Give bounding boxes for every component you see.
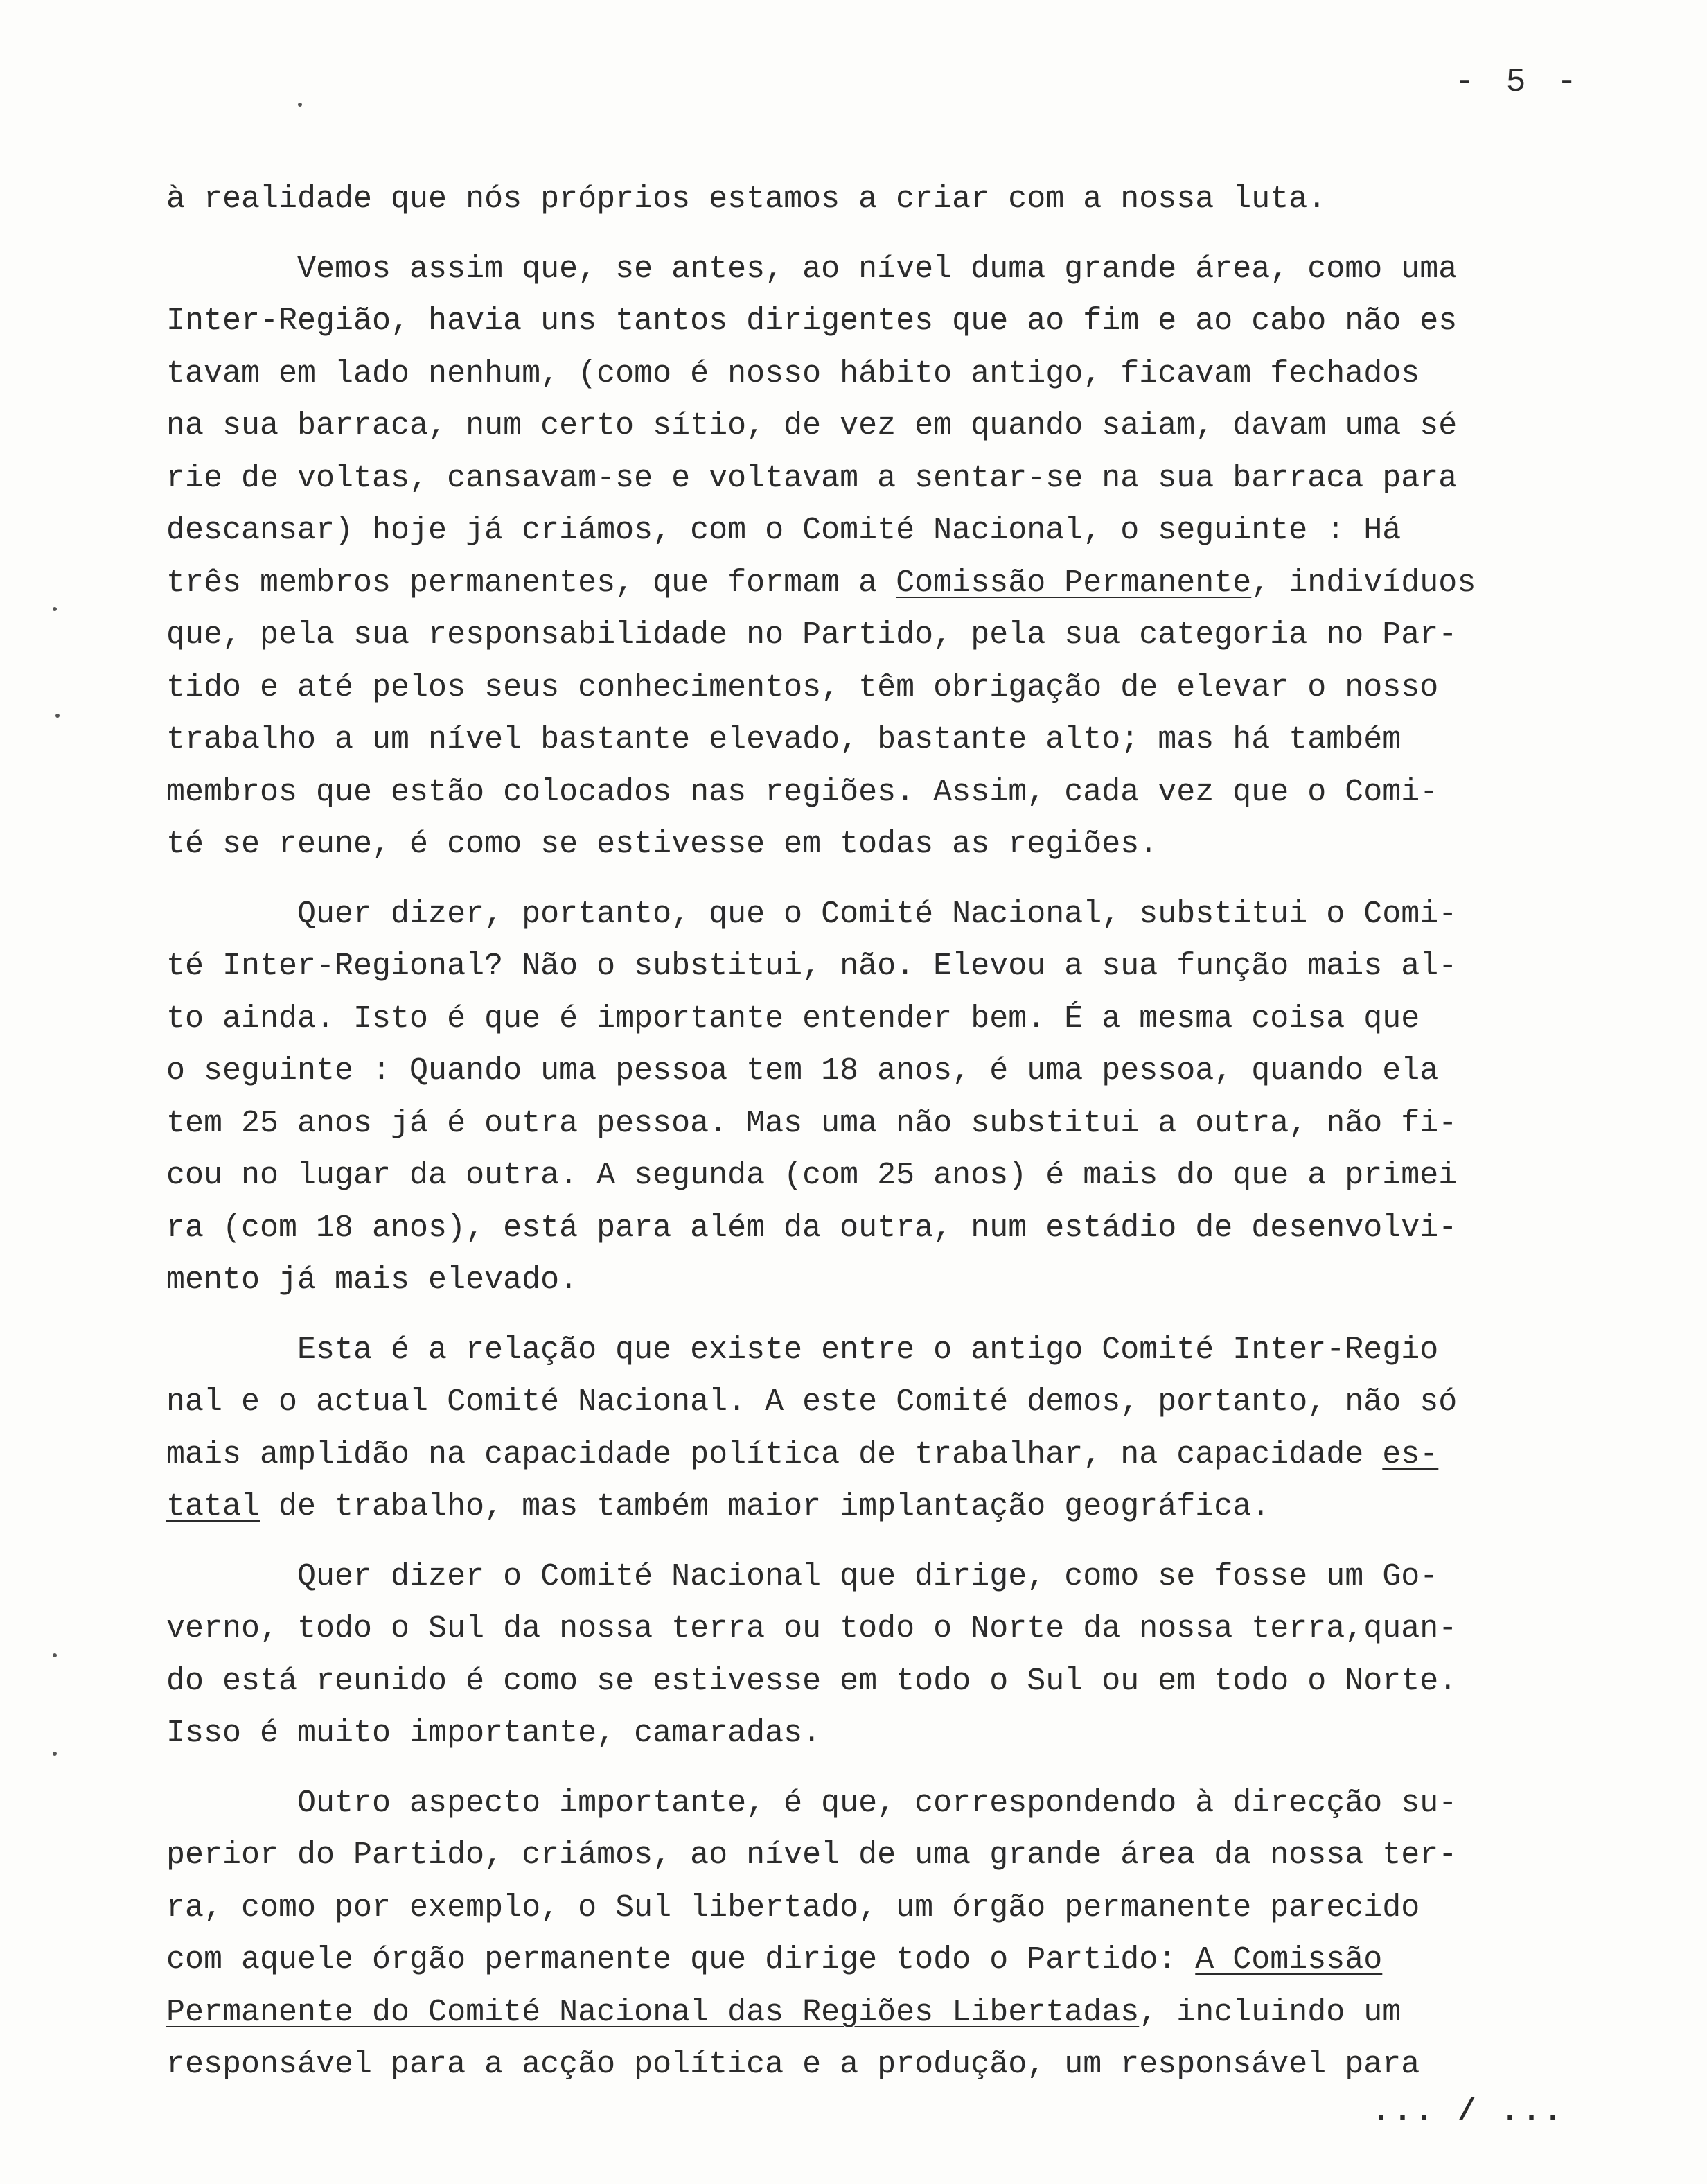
text-segment: membros que estão colocados nas regiões. Assim, cada vez que o Comi- (166, 774, 1439, 810)
text-line (166, 940, 1656, 993)
text-segment: Quer dizer, portanto, que o Comité Nacional, substitui o Comi- (166, 896, 1458, 932)
text-segment: Isso é muito importante, camaradas. (166, 1716, 822, 1751)
text-segment: té se reune, é como se estivesse em todas as regiões. (166, 827, 1158, 862)
text-line (166, 1934, 1656, 1987)
paragraph (166, 173, 1656, 226)
text-segment: três membros permanentes, que formam a (166, 565, 896, 601)
text-segment: tavam em lado nenhum, (como é nosso hábito antigo, ficavam fechados (166, 355, 1420, 391)
text-line (166, 1987, 1656, 2039)
text-line (166, 2038, 1656, 2091)
scan-speck (53, 1653, 57, 1657)
text-segment: , indivíduos (1251, 565, 1476, 601)
scan-speck (53, 607, 57, 611)
text-segment: rie de voltas, cansavam-se e voltavam a sentar-se na sua barraca para (166, 460, 1458, 496)
underlined-text: Comissão Permanente (896, 565, 1252, 601)
text-segment: mais amplidão na capacidade política de trabalhar, na capacidade (166, 1436, 1383, 1472)
text-segment: mento já mais elevado. (166, 1262, 578, 1298)
text-line (166, 1829, 1656, 1882)
text-line (166, 1603, 1656, 1655)
scan-speck (298, 103, 302, 107)
text-segment: nal e o actual Comité Nacional. A este Comité demos, portanto, não só (166, 1384, 1458, 1420)
text-line (166, 1429, 1656, 1481)
paragraph (166, 1324, 1656, 1533)
text-line (166, 1202, 1656, 1255)
text-line (166, 295, 1656, 348)
text-line (166, 993, 1656, 1046)
scan-speck (53, 1752, 57, 1756)
text-line (166, 888, 1656, 941)
text-line (166, 714, 1656, 766)
paragraph (166, 1777, 1656, 2091)
text-line (166, 1150, 1656, 1202)
text-segment: do está reunido é como se estivesse em todo o Sul ou em todo o Norte. (166, 1663, 1458, 1699)
text-segment: cou no lugar da outra. A segunda (com 25 anos) é mais do que a primei (166, 1158, 1458, 1193)
text-segment: de trabalho, mas também maior implantação geográfica. (260, 1489, 1271, 1524)
page-number: - 5 - (1455, 64, 1583, 101)
text-line (166, 1045, 1656, 1098)
text-line (166, 1655, 1656, 1708)
text-line (166, 243, 1656, 296)
text-segment: verno, todo o Sul da nossa terra ou todo o Norte da nossa terra,quan- (166, 1611, 1458, 1646)
text-line (166, 1707, 1656, 1760)
paragraph (166, 1551, 1656, 1760)
text-line (166, 1551, 1656, 1603)
text-segment: descansar) hoje já criámos, com o Comité Nacional, o seguinte : Há (166, 513, 1401, 548)
text-segment: que, pela sua responsabilidade no Partido, pela sua categoria no Par- (166, 617, 1458, 653)
text-line (166, 1098, 1656, 1150)
text-segment: à realidade que nós próprios estamos a criar com a nossa luta. (166, 182, 1327, 217)
text-line (166, 348, 1656, 400)
text-segment: tido e até pelos seus conhecimentos, têm obrigação de elevar o nosso (166, 669, 1439, 705)
text-segment: perior do Partido, criámos, ao nível de uma grande área da nossa ter- (166, 1838, 1458, 1873)
text-segment: responsável para a acção política e a produção, um responsável para (166, 2047, 1420, 2082)
text-segment: Outro aspecto importante, é que, correspondendo à direcção su- (166, 1785, 1458, 1821)
text-line (166, 452, 1656, 505)
underlined-text: Permanente do Comité Nacional das Regiões Libertadas (166, 1994, 1140, 2030)
text-line (166, 609, 1656, 662)
text-segment: Inter-Região, havia uns tantos dirigentes que ao fim e ao cabo não es (166, 303, 1458, 339)
text-segment: Quer dizer o Comité Nacional que dirige, como se fosse um Go- (166, 1558, 1439, 1594)
text-line (166, 173, 1656, 226)
text-segment: com aquele órgão permanente que dirige todo o Partido: (166, 1942, 1196, 1978)
text-segment: ra (com 18 anos), está para além da outra, num estádio de desenvolvi- (166, 1210, 1458, 1246)
text-segment: , incluindo um (1139, 1994, 1401, 2030)
text-segment: trabalho a um nível bastante elevado, bastante alto; mas há também (166, 722, 1401, 757)
text-segment: na sua barraca, num certo sítio, de vez em quando saiam, davam uma sé (166, 408, 1458, 443)
text-line (166, 662, 1656, 714)
underlined-text: tatal (166, 1489, 260, 1524)
text-segment: Vemos assim que, se antes, ao nível duma grande área, como uma (166, 251, 1458, 287)
text-segment: ra, como por exemplo, o Sul libertado, um órgão permanente parecido (166, 1890, 1420, 1926)
underlined-text: A Comissão (1195, 1942, 1383, 1978)
text-line (166, 766, 1656, 819)
paragraph (166, 888, 1656, 1307)
text-line (166, 818, 1656, 871)
text-line (166, 1324, 1656, 1377)
underlined-text: es- (1382, 1436, 1439, 1472)
text-segment: o seguinte : Quando uma pessoa tem 18 anos, é uma pessoa, quando ela (166, 1053, 1439, 1089)
scan-speck (55, 714, 60, 718)
text-line (166, 504, 1656, 557)
text-segment: tem 25 anos já é outra pessoa. Mas uma não substitui a outra, não fi- (166, 1105, 1458, 1141)
text-line (166, 1376, 1656, 1429)
text-line (166, 1777, 1656, 1830)
text-line (166, 400, 1656, 452)
paragraph (166, 243, 1656, 871)
text-line (166, 557, 1656, 610)
text-line (166, 1882, 1656, 1935)
text-segment: Esta é a relação que existe entre o antigo Comité Inter-Regio (166, 1332, 1439, 1368)
continuation-marker: ... / ... (1372, 2094, 1566, 2129)
text-segment: té Inter-Regional? Não o substitui, não. Elevou a sua função mais al- (166, 949, 1458, 984)
text-segment: to ainda. Isto é que é importante entender bem. É a mesma coisa que (166, 1001, 1420, 1037)
text-line (166, 1254, 1656, 1307)
text-line (166, 1481, 1656, 1533)
document-body (166, 173, 1656, 2108)
